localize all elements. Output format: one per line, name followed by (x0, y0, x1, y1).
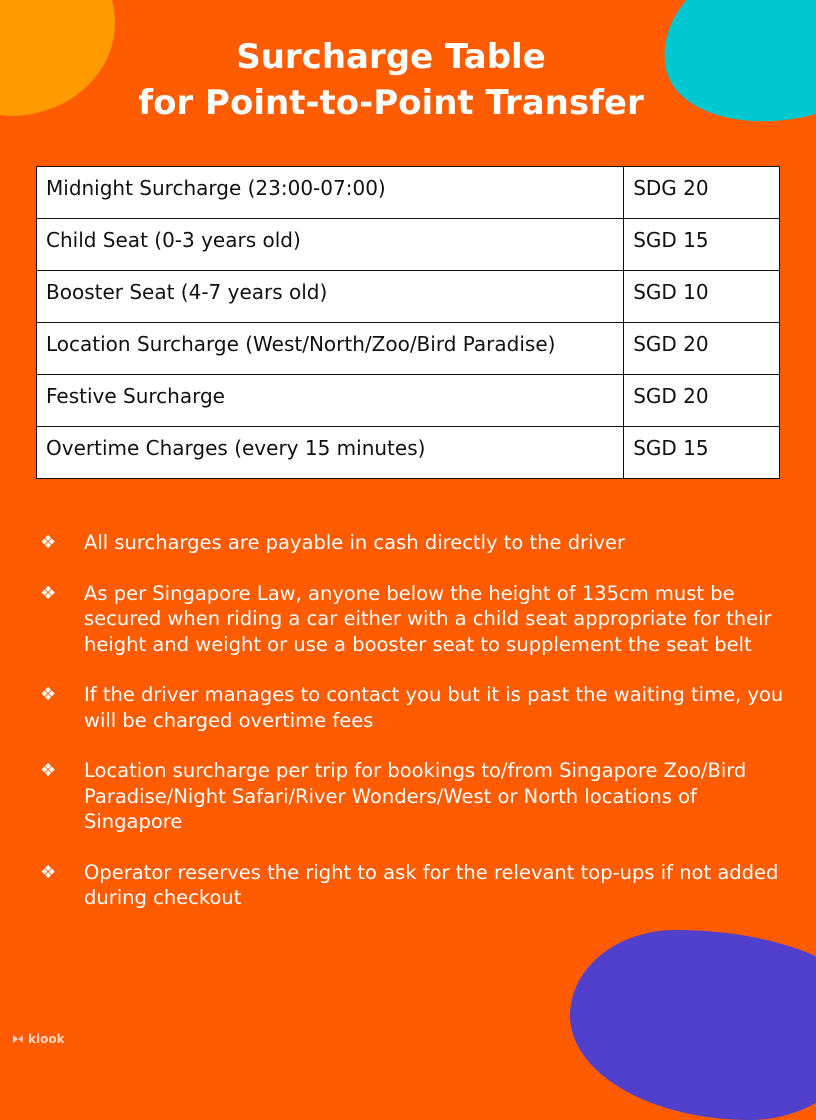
table-row (37, 271, 780, 323)
surcharge-price: SGD 10 (624, 271, 780, 323)
diamond-bullet-icon: ❖ (40, 760, 57, 781)
notes-list (40, 530, 790, 936)
surcharge-price: SDG 20 (624, 167, 780, 219)
diamond-bullet-icon: ❖ (40, 532, 57, 553)
note-text: As per Singapore Law, anyone below the height of 135cm must be secured when riding a car either with a child seat appropriate for their height and weight or use a booster seat to supplement the seat belt (84, 581, 772, 656)
table-row (37, 375, 780, 427)
decorative-blob-bottom-right (570, 930, 816, 1120)
diamond-bullet-icon: ❖ (40, 861, 57, 883)
surcharge-price: SGD 20 (624, 323, 780, 375)
surcharge-item: Booster Seat (4-7 years old) (37, 271, 624, 323)
page-title (0, 34, 782, 126)
surcharge-item: Child Seat (0-3 years old) (37, 219, 624, 271)
table-row (37, 167, 780, 219)
table-row (37, 323, 780, 375)
diamond-bullet-icon: ❖ (40, 684, 57, 705)
surcharge-item: Location Surcharge (West/North/Zoo/Bird Paradise) (37, 323, 624, 375)
surcharge-price: SGD 20 (624, 375, 780, 427)
list-item (40, 530, 790, 556)
logo-text: klook (28, 1032, 65, 1046)
list-item (40, 860, 790, 911)
surcharge-price: SGD 15 (624, 219, 780, 271)
title-line-1: Surcharge Table (236, 37, 546, 77)
table-row (37, 219, 780, 271)
surcharge-price: SGD 15 (624, 427, 780, 479)
surcharge-table (36, 166, 780, 479)
diamond-bullet-icon: ❖ (40, 582, 57, 604)
surcharge-item: Overtime Charges (every 15 minutes) (37, 427, 624, 479)
note-text: All surcharges are payable in cash directly to the driver (84, 531, 626, 554)
table-row (37, 427, 780, 479)
note-text: Location surcharge per trip for bookings to/from Singapore Zoo/Bird Paradise/Night Safari/River Wonders/West or North locations of Singapore (84, 759, 747, 833)
list-item (40, 758, 790, 835)
note-text: Operator reserves the right to ask for the relevant top-ups if not added during checkout (84, 860, 779, 909)
klook-logo-icon (12, 1033, 24, 1045)
surcharge-item: Festive Surcharge (37, 375, 624, 427)
list-item (40, 581, 790, 658)
list-item (40, 682, 790, 733)
title-line-2: for Point-to-Point Transfer (138, 83, 644, 123)
klook-logo (12, 1032, 65, 1046)
note-text: If the driver manages to contact you but it is past the waiting time, you will be charged overtime fees (84, 683, 784, 732)
surcharge-item: Midnight Surcharge (23:00-07:00) (37, 167, 624, 219)
